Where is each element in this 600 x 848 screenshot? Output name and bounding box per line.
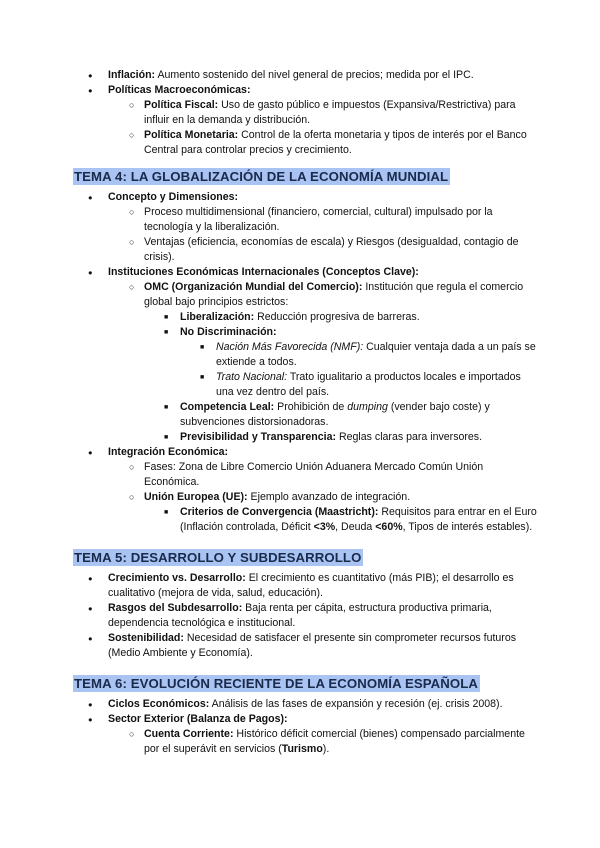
term: Trato Nacional: (216, 371, 288, 383)
definition: Baja renta per cápita, estructura productiva primaria, dependencia tecnológica e institucional. (108, 602, 492, 629)
term: Cuenta Corriente: (144, 728, 234, 740)
text: Ventajas (eficiencia, economías de escala) y Riesgos (desigualdad, contagio de crisis). (144, 236, 519, 263)
term: Política Monetaria: (144, 129, 239, 141)
list-item (108, 235, 540, 265)
list-item (108, 460, 540, 490)
term: Criterios de Convergencia (Maastricht): (180, 506, 379, 518)
list-item (180, 340, 540, 370)
list-item (73, 712, 540, 757)
bold-value: <3% (313, 521, 336, 533)
intro-list (73, 68, 540, 158)
term: Sostenibilidad: (108, 632, 184, 644)
definition: El crecimiento es cuantitativo (más PIB); el desarrollo es cualitativo (mejora de vida, salud, educación). (108, 572, 514, 599)
list-item (73, 445, 540, 535)
definition: , Tipos de interés estables). (402, 521, 533, 533)
term: Sector Exterior (Balanza de Pagos): (108, 713, 288, 725)
list-item (73, 190, 540, 265)
list-item (144, 310, 540, 325)
term: Competencia Leal: (180, 401, 275, 413)
definition: Análisis de las fases de expansión y recesión (ej. crisis 2008). (209, 698, 503, 710)
list-item (108, 727, 540, 757)
definition: Aumento sostenido del nivel general de precios; medida por el IPC. (155, 69, 474, 81)
definition: Reglas claras para inversores. (336, 431, 483, 443)
tema5-list (73, 571, 540, 661)
term: Inflación: (108, 69, 156, 81)
italic-term: dumping (347, 401, 388, 413)
term: Políticas Macroeconómicas: (108, 84, 251, 96)
list-item (108, 490, 540, 535)
term: Nación Más Favorecida (NMF): (216, 341, 364, 353)
term: OMC (Organización Mundial del Comercio): (144, 281, 363, 293)
bold-value: Turismo (281, 743, 323, 755)
tema6-list (73, 697, 540, 757)
term: No Discriminación: (180, 326, 277, 338)
definition: ). (322, 743, 330, 755)
definition: Control de la oferta monetaria y tipos de interés por el Banco Central para controlar precios y crecimiento. (144, 129, 527, 156)
definition: Trato igualitario a productos locales e importados una vez dentro del país. (216, 371, 521, 398)
section-heading-tema5: TEMA 5: DESARROLLO Y SUBDESARROLLO (74, 550, 362, 565)
list-item (180, 370, 540, 400)
term: Política Fiscal: (144, 99, 219, 111)
section-heading-tema6: TEMA 6: EVOLUCIÓN RECIENTE DE LA ECONOMÍA ESPAÑOLA (74, 676, 479, 691)
list-item (108, 98, 540, 128)
list-item (108, 280, 540, 445)
definition: Ejemplo avanzado de integración. (247, 491, 411, 503)
term: Previsibilidad y Transparencia: (180, 431, 337, 443)
bold-value: <60% (375, 521, 403, 533)
definition: Necesidad de satisfacer el presente sin comprometer recursos futuros (Medio Ambiente y Economía). (108, 632, 517, 659)
list-item (73, 571, 540, 601)
definition: , Deuda (335, 521, 376, 533)
definition: Histórico déficit comercial (bienes) compensado parcialmente por el superávit en servicios ( (144, 728, 525, 755)
list-item (73, 697, 540, 712)
text: Fases: Zona de Libre Comercio Unión Aduanera Mercado Común Unión Económica. (144, 461, 484, 488)
term: Crecimiento vs. Desarrollo: (108, 572, 246, 584)
section-heading-tema4: TEMA 4: LA GLOBALIZACIÓN DE LA ECONOMÍA MUNDIAL (74, 169, 449, 184)
definition: Uso de gasto público e impuestos (Expansiva/Restrictiva) para influir en la demanda y distribución. (144, 99, 516, 126)
tema4-list (73, 190, 540, 535)
term: Integración Económica: (108, 446, 229, 458)
definition: Prohibición de (274, 401, 348, 413)
term: Instituciones Económicas Internacionales (Conceptos Clave): (108, 266, 419, 278)
definition: Institución que regula el comercio global bajo principios estrictos: (144, 281, 524, 308)
list-item (144, 430, 540, 445)
term: Ciclos Económicos: (108, 698, 210, 710)
list-item (108, 205, 540, 235)
term: Rasgos del Subdesarrollo: (108, 602, 243, 614)
list-item (73, 68, 540, 83)
list-item (73, 601, 540, 631)
term: Concepto y Dimensiones: (108, 191, 239, 203)
list-item (73, 83, 540, 158)
list-item (144, 400, 540, 430)
text: Proceso multidimensional (financiero, comercial, cultural) impulsado por la tecnología y la liberalización. (144, 206, 493, 233)
list-item (73, 265, 540, 445)
definition: Reducción progresiva de barreras. (254, 311, 420, 323)
list-item (144, 505, 540, 535)
definition: Requisitos para entrar en el Euro (Inflación controlada, Déficit (180, 506, 537, 533)
list-item (73, 631, 540, 661)
definition: Cualquier ventaja dada a un país se extiende a todos. (216, 341, 536, 368)
term: Liberalización: (180, 311, 255, 323)
list-item (108, 128, 540, 158)
definition: (vender bajo coste) y subvenciones distorsionadoras. (180, 401, 490, 428)
term: Unión Europea (UE): (144, 491, 248, 503)
list-item (144, 325, 540, 400)
